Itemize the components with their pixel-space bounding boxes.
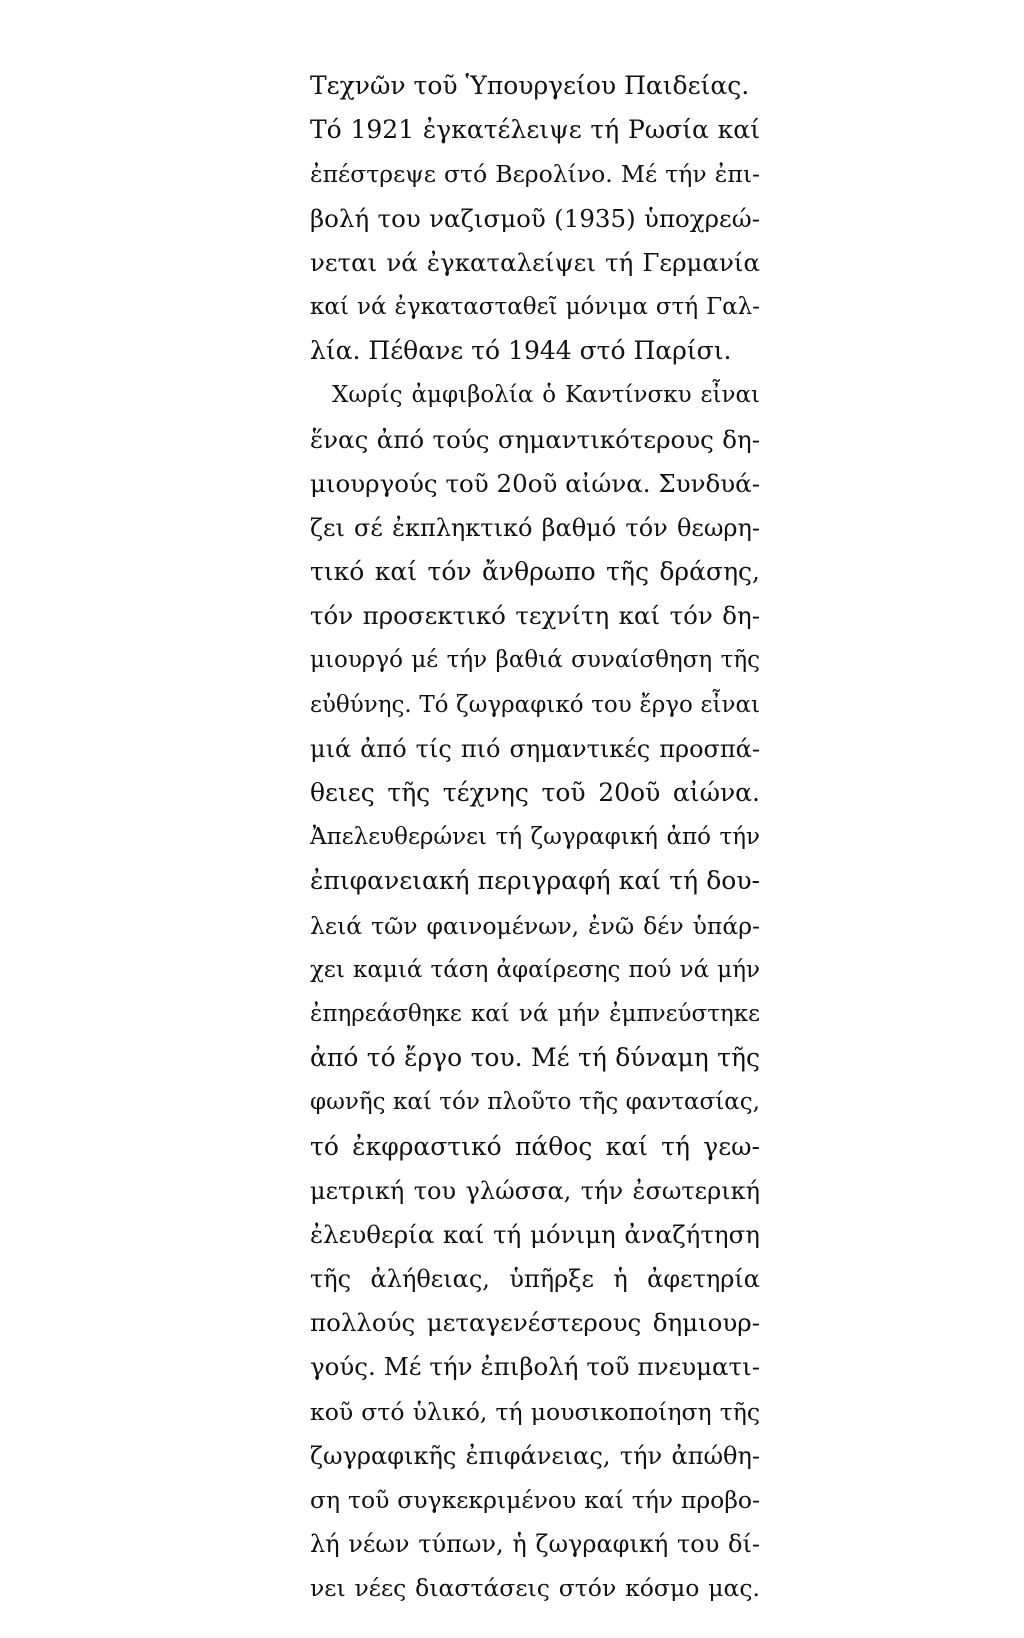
text-line: φωνῆς καί τόν πλοῦτο τῆς φαντασίας, — [310, 1089, 760, 1116]
text-line: τό ἐκφραστικό πάθος καί τή γεω- — [310, 1131, 760, 1161]
text-line: νεται νά ἐγκαταλείψει τή Γερμανία — [310, 247, 760, 277]
text-line: μιά ἀπό τίς πιό σημαντικές προσπά- — [310, 734, 760, 763]
text-line: βολή του ναζισμοῦ (1935) ὑποχρεώ- — [310, 203, 760, 233]
text-line: ἐπηρεάσθηκε καί νά μήν ἐμπνεύστηκε — [310, 1000, 760, 1027]
text-line: γούς. Μέ τήν ἐπιβολή τοῦ πνευματι- — [310, 1352, 760, 1382]
text-line: Ἀπελευθερώνει τή ζωγραφική ἀπό τήν — [310, 824, 760, 851]
text-line: ἕνας ἀπό τούς σημαντικότερους δη- — [310, 424, 760, 454]
text-line: μιουργούς τοῦ 20οῦ αἰώνα. Συνδυά- — [310, 468, 760, 498]
text-line: ση τοῦ συγκεκριμένου καί τήν προβο- — [310, 1486, 760, 1514]
text-line: κοῦ στό ὑλικό, τή μουσικοποίηση τῆς — [310, 1397, 760, 1426]
text-line: μετρική του γλώσσα, τήν ἐσωτερική — [310, 1176, 760, 1205]
body-text — [310, 64, 760, 1611]
text-line: πολλούς μεταγενέστερους δημιουρ- — [310, 1308, 760, 1338]
text-line: ἐλευθερία καί τή μόνιμη ἀναζήτηση — [310, 1219, 760, 1249]
text-line: τῆς ἀλήθειας, ὑπῆρξε ἡ ἀφετηρία — [310, 1265, 760, 1294]
text-line: λειά τῶν φαινομένων, ἐνῶ δέν ὑπάρ- — [310, 911, 760, 940]
text-line: μιουργό μέ τήν βαθιά συναίσθηση τῆς — [310, 647, 760, 674]
text-line: ἐπέστρεψε στό Βερολίνο. Μέ τήν ἐπι- — [310, 160, 760, 189]
text-line: Τεχνῶν τοῦ Ὑπουργείου Παιδείας. — [310, 71, 750, 100]
text-line: τικό καί τόν ἄνθρωπο τῆς δράσης, — [310, 557, 760, 587]
text-line: ἀπό τό ἔργο του. Μέ τή δύναμη τῆς — [310, 1043, 760, 1073]
text-line: θειες τῆς τέχνης τοῦ 20οῦ αἰώνα. — [310, 778, 760, 807]
text-line: τόν προσεκτικό τεχνίτη καί τόν δη- — [310, 601, 760, 631]
text-line: νει νέες διαστάσεις στόν κόσμο μας. — [310, 1574, 760, 1603]
text-line: εὐθύνης. Τό ζωγραφικό του ἔργο εἶναι — [310, 691, 760, 718]
text-line: ζωγραφικῆς ἐπιφάνειας, τήν ἀπώθη- — [310, 1441, 760, 1470]
text-line: λία. Πέθανε τό 1944 στό Παρίσι. — [310, 336, 732, 366]
text-line: χει καμιά τάση ἀφαίρεσης πού νά μήν — [310, 956, 760, 983]
text-line: ζει σέ ἐκπληκτικό βαθμό τόν θεωρη- — [310, 513, 760, 542]
text-line: ἐπιφανειακή περιγραφή καί τή δου- — [310, 866, 760, 896]
text-line: Χωρίς ἀμφιβολία ὁ Καντίνσκυ εἶναι — [332, 382, 760, 409]
text-line: καί νά ἐγκατασταθεῖ μόνιμα στή Γαλ- — [310, 293, 760, 320]
text-line: Τό 1921 ἐγκατέλειψε τή Ρωσία καί — [310, 115, 760, 145]
text-line: λή νέων τύπων, ἡ ζωγραφική του δί- — [310, 1530, 760, 1559]
